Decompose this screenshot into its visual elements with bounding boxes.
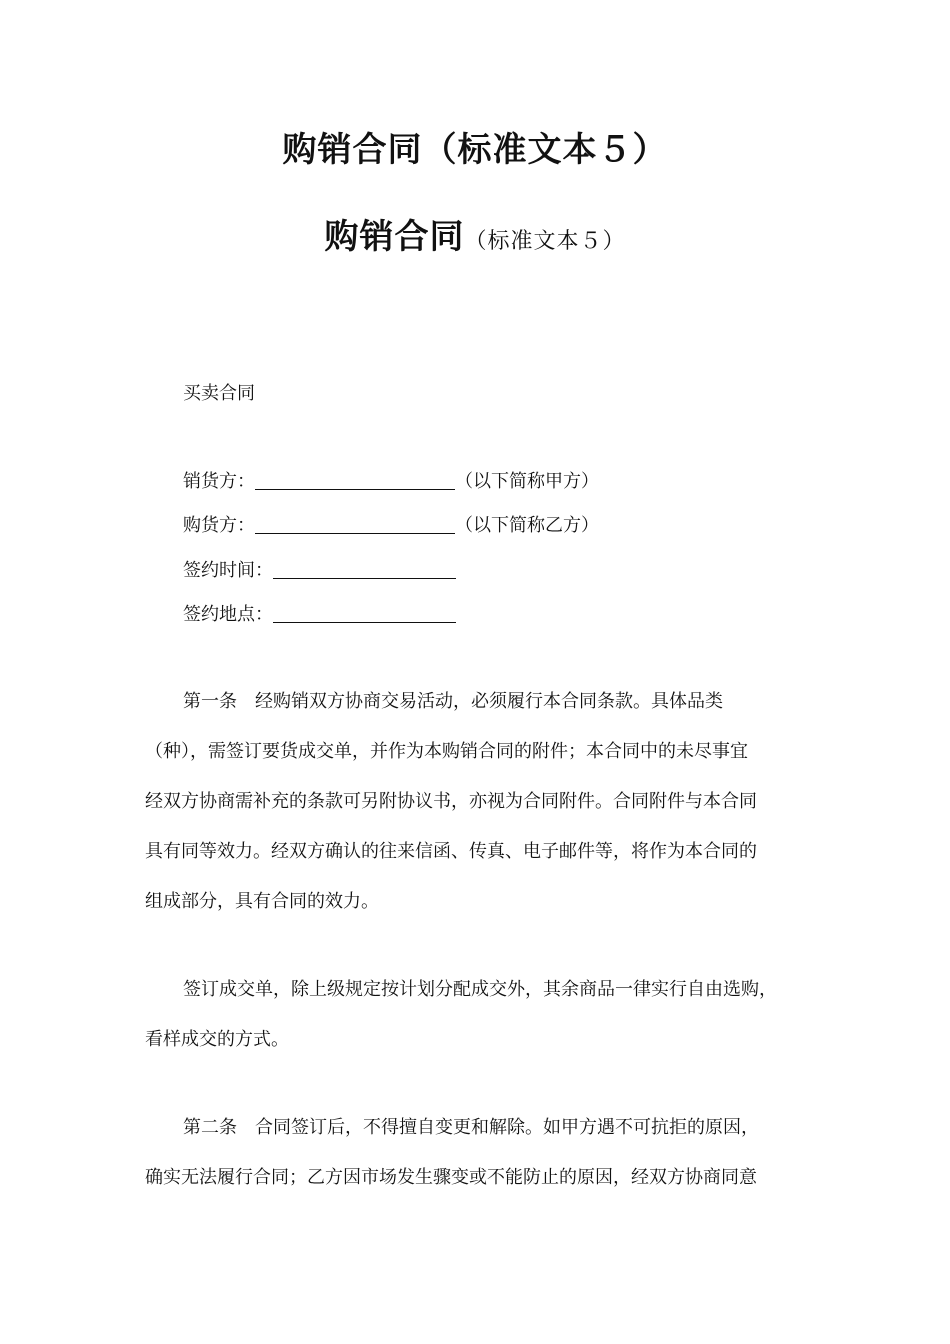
seller-field (183, 469, 599, 495)
sign-time-label: 签约时间： (183, 560, 273, 581)
buyer-note: （以下简称乙方） (455, 515, 599, 536)
sign-time-blank (273, 558, 456, 579)
paragraph-2-line: 看样成交的方式。 (145, 1029, 289, 1050)
sign-time-field (183, 558, 456, 584)
document-title: 购销合同（标准文本５） (282, 130, 668, 170)
clause-1-line: 组成部分，具有合同的效力。 (145, 891, 379, 912)
buyer-blank (255, 513, 455, 534)
clause-1-line: 具有同等效力。经双方确认的往来信函、传真、电子邮件等，将作为本合同的 (145, 841, 757, 862)
contract-type-label: 买卖合同 (183, 383, 255, 404)
buyer-label: 购货方： (183, 515, 255, 536)
clause-2-line: 确实无法履行合同；乙方因市场发生骤变或不能防止的原因，经双方协商同意 (145, 1167, 757, 1188)
clause-1-line: 经双方协商需补充的条款可另附协议书，亦视为合同附件。合同附件与本合同 (145, 791, 757, 812)
paragraph-2-line: 签订成交单，除上级规定按计划分配成交外，其余商品一律实行自由选购， (183, 979, 777, 1000)
seller-note: （以下简称甲方） (455, 471, 599, 492)
clause-1-line: 第一条 经购销双方协商交易活动，必须履行本合同条款。具体品类 (183, 691, 723, 712)
document-subtitle (0, 213, 950, 267)
sign-place-field (183, 602, 456, 628)
clause-2-line: 第二条 合同签订后，不得擅自变更和解除。如甲方遇不可抗拒的原因， (183, 1117, 759, 1138)
sign-place-blank (273, 602, 456, 623)
clause-1-line: （种），需签订要货成交单，并作为本购销合同的附件；本合同中的未尽事宜 (145, 741, 748, 762)
subtitle-main: 购销合同 (324, 217, 465, 257)
seller-blank (255, 469, 455, 490)
buyer-field (183, 513, 599, 539)
sign-place-label: 签约地点： (183, 604, 273, 625)
seller-label: 销货方： (183, 471, 255, 492)
subtitle-small: （标准文本５） (464, 229, 626, 254)
